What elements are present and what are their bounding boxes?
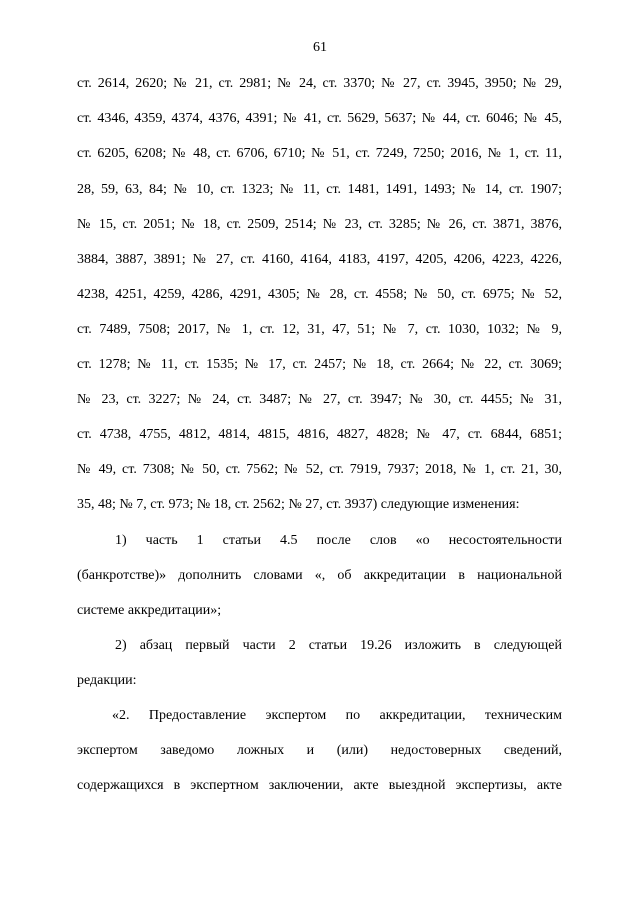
text-line: 35, 48; № 7, ст. 973; № 18, ст. 2562; № 27, ст. 3937) следующие изменения: (77, 497, 520, 512)
text-line: № 23, ст. 3227; № 24, ст. 3487; № 27, ст. 3947; № 30, ст. 4455; № 31, (77, 392, 562, 407)
text-line: ст. 1278; № 11, ст. 1535; № 17, ст. 2457; № 18, ст. 2664; № 22, ст. 3069; (77, 357, 562, 372)
text-line: ст. 4346, 4359, 4374, 4376, 4391; № 41, ст. 5629, 5637; № 44, ст. 6046; № 45, (77, 111, 562, 126)
text-line: № 15, ст. 2051; № 18, ст. 2509, 2514; № 23, ст. 3285; № 26, ст. 3871, 3876, (77, 217, 562, 232)
paragraph-item-1-line: системе аккредитации»; (77, 603, 222, 618)
text-line: ст. 7489, 7508; 2017, № 1, ст. 12, 31, 47, 51; № 7, ст. 1030, 1032; № 9, (77, 322, 562, 337)
quoted-text-line: содержащихся в экспертном заключении, акте выездной экспертизы, акте (77, 778, 562, 793)
quoted-text-line: экспертом заведомо ложных и (или) недостоверных сведений, (77, 743, 562, 758)
text-line: 4238, 4251, 4259, 4286, 4291, 4305; № 28, ст. 4558; № 50, ст. 6975; № 52, (77, 287, 562, 302)
text-line: ст. 2614, 2620; № 21, ст. 2981; № 24, ст. 3370; № 27, ст. 3945, 3950; № 29, (77, 76, 562, 91)
paragraph-item-1-line: 1) часть 1 статьи 4.5 после слов «о несостоятельности (115, 533, 562, 548)
paragraph-item-2-line: редакции: (77, 673, 137, 688)
text-line: 3884, 3887, 3891; № 27, ст. 4160, 4164, 4183, 4197, 4205, 4206, 4223, 4226, (77, 252, 562, 267)
text-line: ст. 4738, 4755, 4812, 4814, 4815, 4816, 4827, 4828; № 47, ст. 6844, 6851; (77, 427, 562, 442)
paragraph-item-1-line: (банкротстве)» дополнить словами «, об аккредитации в национальной (77, 568, 562, 583)
text-line: № 49, ст. 7308; № 50, ст. 7562; № 52, ст. 7919, 7937; 2018, № 1, ст. 21, 30, (77, 462, 562, 477)
text-line: ст. 6205, 6208; № 48, ст. 6706, 6710; № 51, ст. 7249, 7250; 2016, № 1, ст. 11, (77, 146, 562, 161)
quoted-text-line: «2. Предоставление экспертом по аккредитации, техническим (112, 708, 562, 723)
paragraph-item-2-line: 2) абзац первый части 2 статьи 19.26 изложить в следующей (115, 638, 562, 653)
page-number: 61 (313, 40, 327, 55)
text-line: 28, 59, 63, 84; № 10, ст. 1323; № 11, ст. 1481, 1491, 1493; № 14, ст. 1907; (77, 182, 562, 197)
